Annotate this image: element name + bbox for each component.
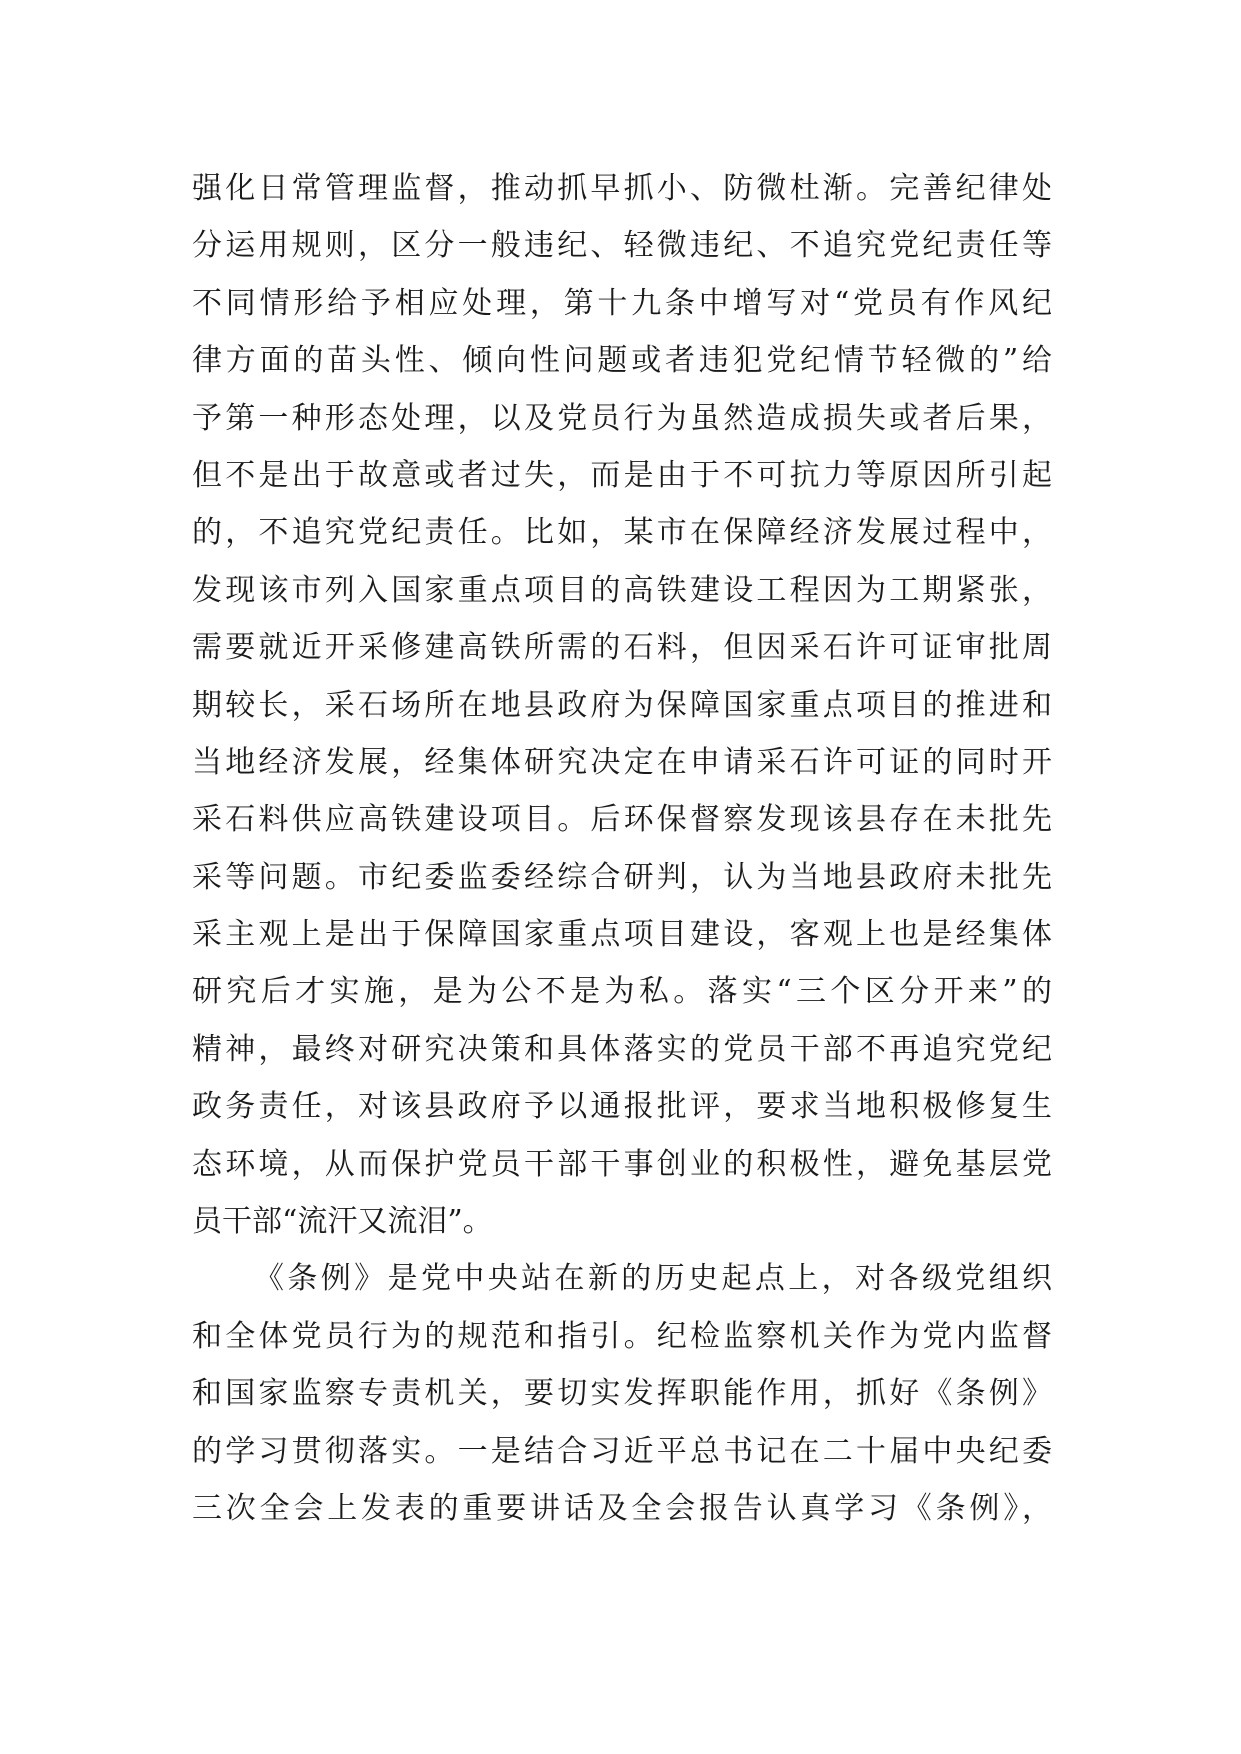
text-line: 需要就近开采修建高铁所需的石料，但因采石许可证审批周 xyxy=(192,630,1052,666)
text-line: 采石料供应高铁建设项目。后环保督察发现该县存在未批先 xyxy=(192,802,1052,838)
text-line: 的，不追究党纪责任。比如，某市在保障经济发展过程中， xyxy=(192,515,1052,551)
text-line: 的学习贯彻落实。一是结合习近平总书记在二十届中央纪委 xyxy=(192,1433,1052,1469)
text-line: 不同情形给予相应处理，第十九条中增写对“党员有作风纪 xyxy=(192,285,1052,321)
text-line: 期较长，采石场所在地县政府为保障国家重点项目的推进和 xyxy=(192,687,1052,723)
text-line: 予第一种形态处理，以及党员行为虽然造成损失或者后果， xyxy=(192,400,1052,436)
paragraph-end-line: 员干部“流汗又流泪”。 xyxy=(192,1204,493,1240)
text-line: 三次全会上发表的重要讲话及全会报告认真学习《条例》， xyxy=(192,1490,1052,1526)
text-line: 但不是出于故意或者过失，而是由于不可抗力等原因所引起 xyxy=(192,457,1052,493)
text-line: 态环境，从而保护党员干部干事创业的积极性，避免基层党 xyxy=(192,1146,1052,1182)
text-line: 和国家监察专责机关，要切实发挥职能作用，抓好《条例》 xyxy=(192,1376,1052,1412)
text-line: 研究后才实施，是为公不是为私。落实“三个区分开来”的 xyxy=(192,974,1052,1010)
text-line: 分运用规则，区分一般违纪、轻微违纪、不追究党纪责任等 xyxy=(192,228,1052,264)
text-line: 当地经济发展，经集体研究决定在申请采石许可证的同时开 xyxy=(192,744,1052,780)
text-line: 律方面的苗头性、倾向性问题或者违犯党纪情节轻微的”给 xyxy=(192,343,1052,379)
text-line: 政务责任，对该县政府予以通报批评，要求当地积极修复生 xyxy=(192,1089,1052,1125)
paragraph-start-line: 《条例》是党中央站在新的历史起点上，对各级党组织 xyxy=(254,1261,1052,1297)
text-line: 和全体党员行为的规范和指引。纪检监察机关作为党内监督 xyxy=(192,1318,1052,1354)
document-body xyxy=(192,160,1052,1537)
text-line: 发现该市列入国家重点项目的高铁建设工程因为工期紧张， xyxy=(192,572,1052,608)
text-line: 采等问题。市纪委监委经综合研判，认为当地县政府未批先 xyxy=(192,859,1052,895)
text-line: 精神，最终对研究决策和具体落实的党员干部不再追究党纪 xyxy=(192,1031,1052,1067)
text-line: 采主观上是出于保障国家重点项目建设，客观上也是经集体 xyxy=(192,917,1052,953)
text-line: 强化日常管理监督，推动抓早抓小、防微杜渐。完善纪律处 xyxy=(192,171,1052,206)
